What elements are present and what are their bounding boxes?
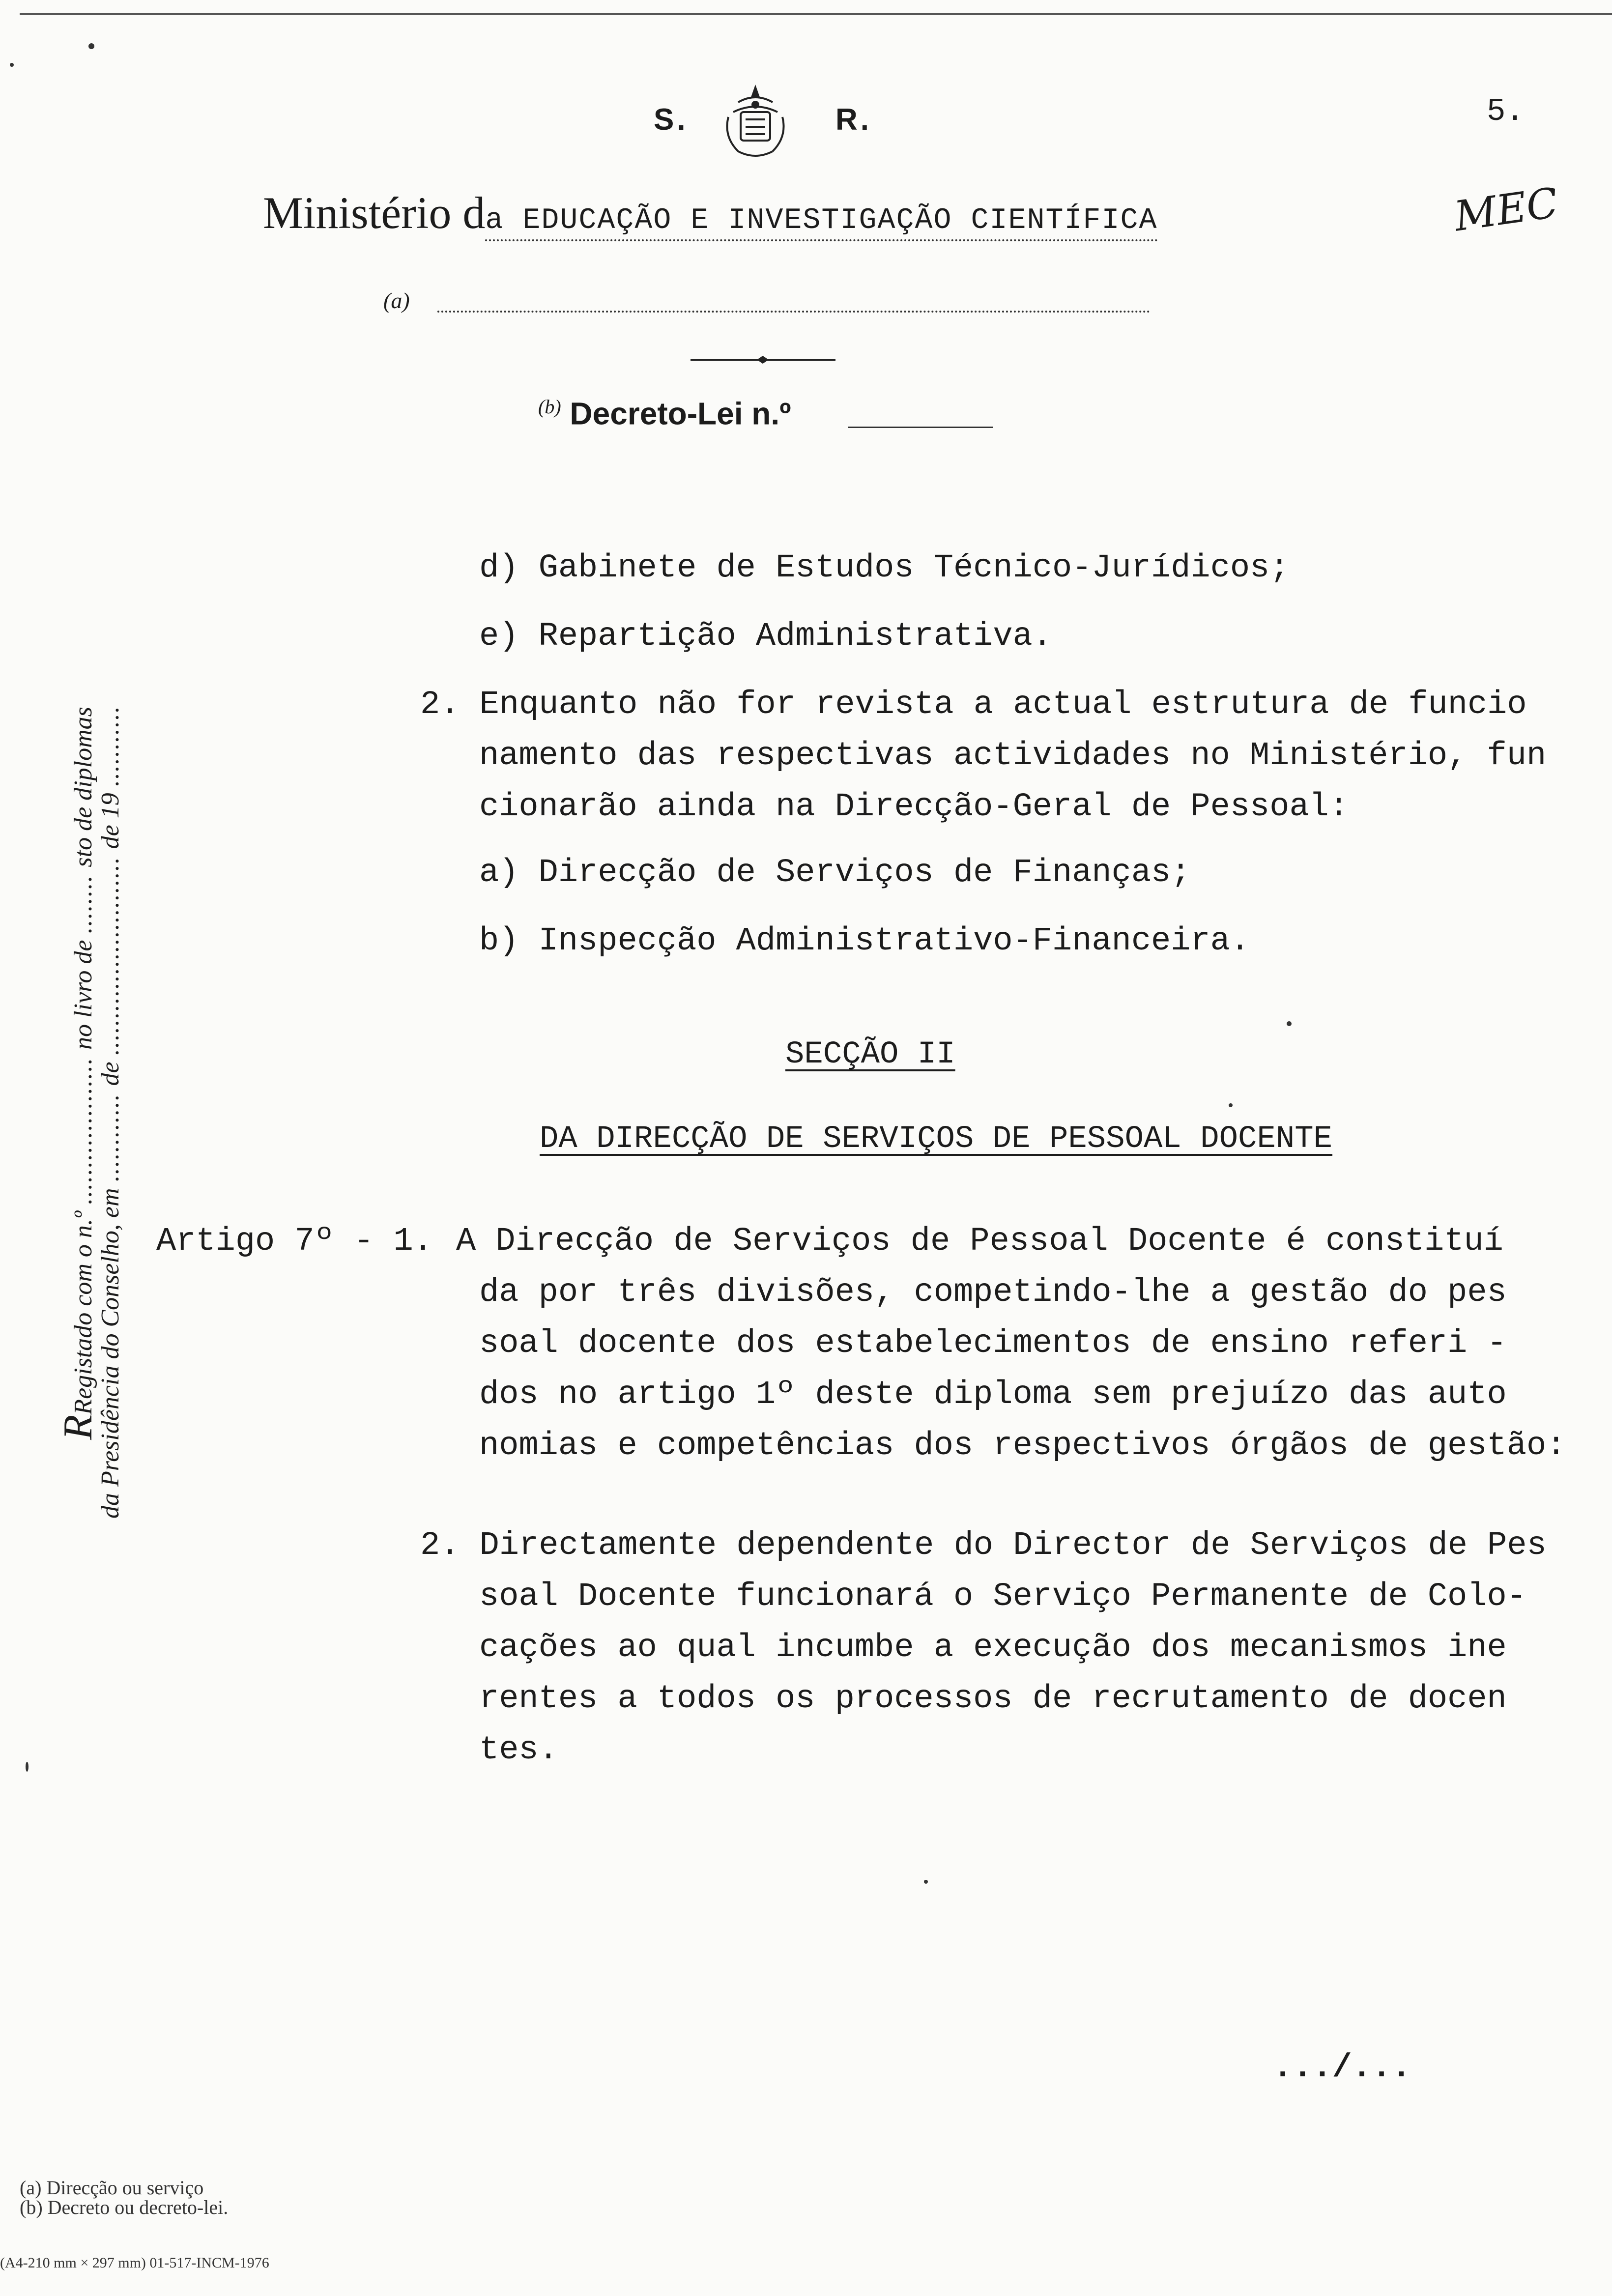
article-line-4: dos no artigo 1º deste diploma sem prejuízo das auto	[479, 1376, 1507, 1413]
stamp-line1-mid: no livro de	[69, 940, 97, 1050]
footnote-b: (b) Decreto ou decreto-lei.	[20, 2196, 229, 2218]
section-title: DA DIRECÇÃO DE SERVIÇOS DE PESSOAL DOCENTE	[540, 1121, 1333, 1157]
decreto-line	[538, 395, 791, 431]
article-line-1: A Direcção de Serviços de Pessoal Docente é constituí	[456, 1223, 1503, 1260]
ministry-line	[263, 187, 1158, 239]
article-p2-line-3: cações ao qual incumbe a execução dos mecanismos ine	[479, 1629, 1507, 1666]
margin-stamp-line2: da Presidência do Conselho, em ............ de ........................... de 19 ...........	[96, 705, 124, 1519]
list-item-d: d) Gabinete de Estudos Técnico-Jurídicos;	[479, 549, 1290, 587]
ornament-divider-icon	[691, 355, 835, 365]
margin-stamp-line1: RRegistado com o n.º .................... no livro de ........ sto de diplomas	[55, 707, 101, 1440]
field-a-label: (a)	[383, 288, 410, 313]
list-item-b: b) Inspecção Administrativo-Financeira.	[479, 922, 1250, 960]
article-line-2: da por três divisões, competindo-lhe a gestão do pes	[479, 1274, 1507, 1311]
decreto-number-line	[848, 427, 993, 428]
stamp-line1-start: Registado com o n.º	[69, 1210, 97, 1415]
decreto-marker: (b)	[538, 396, 561, 418]
field-a-dotline	[437, 311, 1150, 313]
page-number: 5.	[1487, 94, 1525, 130]
list-item-a: a) Direcção de Serviços de Finanças;	[479, 854, 1191, 891]
decreto-label: Decreto-Lei n.º	[570, 396, 791, 431]
stamp-line2-mid: de	[96, 1062, 124, 1086]
stamp-line2-end: de 19	[96, 793, 124, 849]
scan-speck	[924, 1880, 928, 1884]
paragraph-2-line-2: namento das respectivas actividades no Ministério, fun	[479, 737, 1547, 775]
article-label: Artigo 7º - 1.	[156, 1223, 433, 1260]
list-item-e: e) Repartição Administrativa.	[479, 618, 1052, 655]
top-rule	[20, 13, 1612, 15]
header-r: R.	[835, 103, 872, 137]
print-reference: (A4-210 mm × 297 mm) 01-517-INCM-1976	[0, 2255, 269, 2271]
footnote-a: (a) Direcção ou serviço	[20, 2177, 204, 2199]
scan-speck	[10, 63, 14, 67]
article-p2-line-4: rentes a todos os processos de recrutamento de docen	[479, 1680, 1507, 1718]
article-p2-line-1: 2. Directamente dependente do Director de Serviços de Pes	[420, 1527, 1547, 1564]
stamp-line2-start: da Presidência do Conselho, em	[96, 1188, 124, 1519]
scan-speck	[1287, 1021, 1292, 1026]
scan-speck	[88, 43, 94, 49]
ministry-name: a EDUCAÇÃO E INVESTIGAÇÃO CIENTÍFICA	[485, 204, 1157, 241]
header-s: S.	[654, 103, 689, 137]
scan-speck	[26, 1762, 29, 1772]
article-line-5: nomias e competências dos respectivos órgãos de gestão:	[479, 1427, 1566, 1464]
paragraph-2-line-3: cionarão ainda na Direcção-Geral de Pessoal:	[479, 788, 1349, 826]
ministry-prefix: Ministério d	[263, 188, 486, 238]
coat-of-arms-icon	[719, 83, 792, 161]
paragraph-2-line-1: 2. Enquanto não for revista a actual estrutura de funcio	[420, 686, 1527, 723]
article-p2-line-2: soal Docente funcionará o Serviço Permanente de Colo-	[479, 1578, 1526, 1615]
section-heading: SECÇÃO II	[785, 1037, 955, 1072]
scan-speck	[1229, 1103, 1233, 1107]
handwritten-note: MEC	[1451, 178, 1561, 241]
stamp-line1-end: sto de diplomas	[69, 707, 97, 867]
article-p2-line-5: tes.	[479, 1731, 558, 1769]
continuation-mark: .../...	[1273, 2049, 1411, 2087]
article-line-3: soal docente dos estabelecimentos de ensino referi -	[479, 1325, 1507, 1362]
